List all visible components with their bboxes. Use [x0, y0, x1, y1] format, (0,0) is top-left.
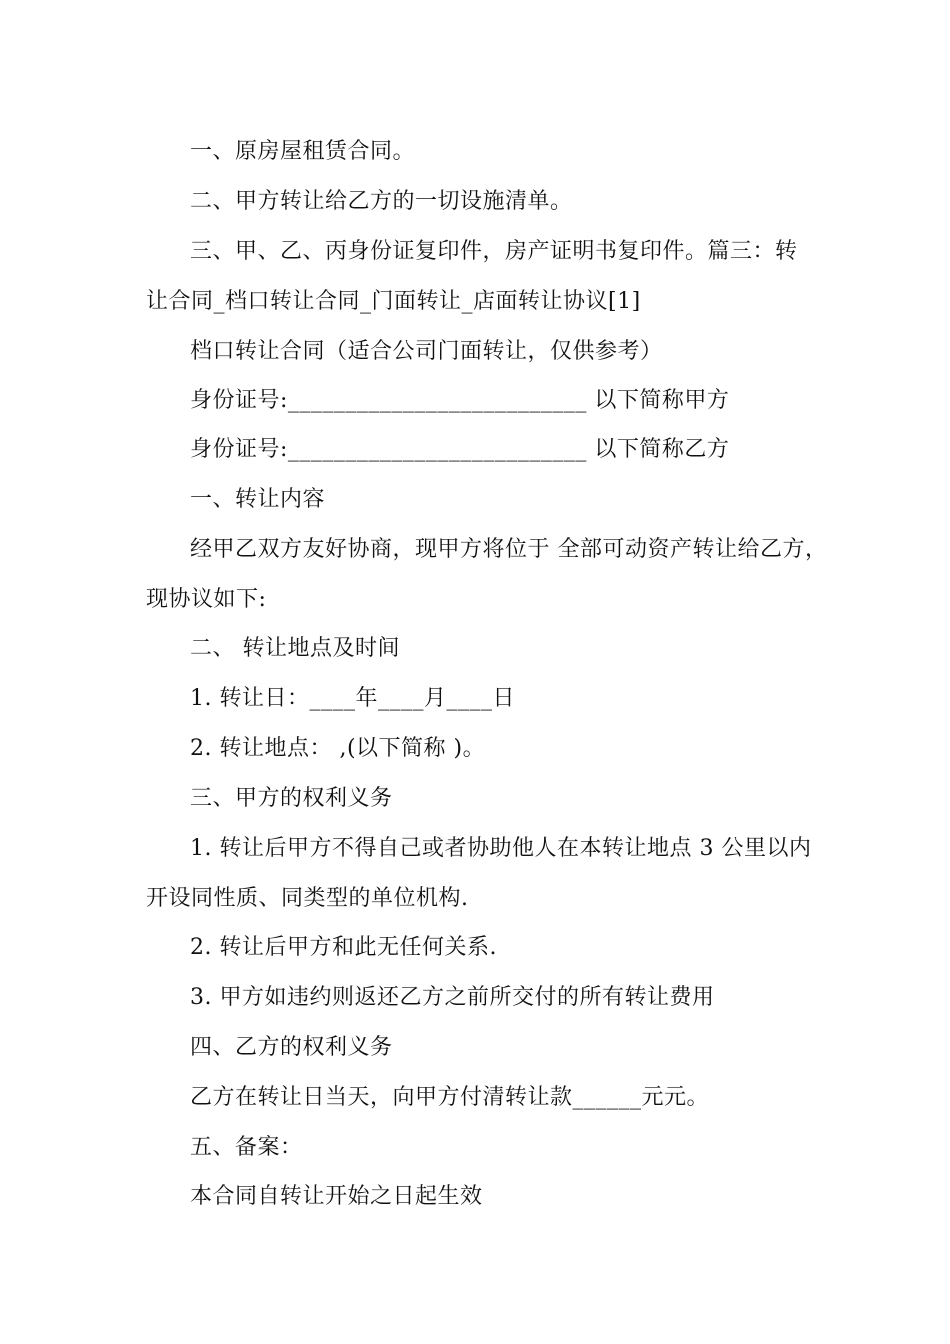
section-heading-party-a: 三、甲方的权利义务: [190, 786, 393, 811]
paragraph-agreement: 经甲乙双方友好协商，现甲方将位于 全部可动资产转让给乙方，: [190, 537, 828, 562]
clause-transfer-place: 2. 转让地点： ,(以下简称 )。: [190, 736, 486, 761]
party-b-id-line: 身份证号:__________________________ 以下简称乙方: [190, 437, 730, 462]
section-heading-content: 一、转让内容: [190, 487, 326, 512]
paragraph-agreement-continued: 现协议如下:: [146, 587, 267, 612]
item-id-copies: 三、甲、乙、丙身份证复印件，房产证明书复印件。篇三：转: [190, 239, 798, 264]
clause-payment: 乙方在转让日当天，向甲方付清转让款______元元。: [190, 1085, 710, 1110]
section-heading-party-b: 四、乙方的权利义务: [190, 1035, 393, 1060]
contract-title: 档口转让合同（适合公司门面转让，仅供参考）: [190, 339, 663, 364]
clause-no-relation: 2. 转让后甲方和此无任何关系.: [190, 935, 497, 960]
clause-transfer-date: 1. 转让日：____年____月____日: [190, 686, 515, 711]
section-heading-place-time: 二、 转让地点及时间: [190, 636, 400, 661]
section-heading-filing: 五、备案：: [190, 1135, 303, 1160]
party-a-id-line: 身份证号:__________________________ 以下简称甲方: [190, 388, 730, 413]
clause-breach-refund: 3. 甲方如违约则返还乙方之前所交付的所有转让费用: [190, 985, 715, 1010]
item-original-lease: 一、原房屋租赁合同。: [190, 139, 416, 164]
clause-non-compete: 1. 转让后甲方不得自己或者协助他人在本转让地点 3 公里以内: [190, 836, 812, 861]
clause-effective-date: 本合同自转让开始之日起生效: [190, 1184, 483, 1209]
item-id-copies-continued: 让合同_档口转让合同_门面转让_店面转让协议[1]: [146, 289, 641, 314]
clause-non-compete-continued: 开设同性质、同类型的单位机构.: [146, 886, 469, 911]
item-facilities-list: 二、甲方转让给乙方的一切设施清单。: [190, 189, 573, 214]
